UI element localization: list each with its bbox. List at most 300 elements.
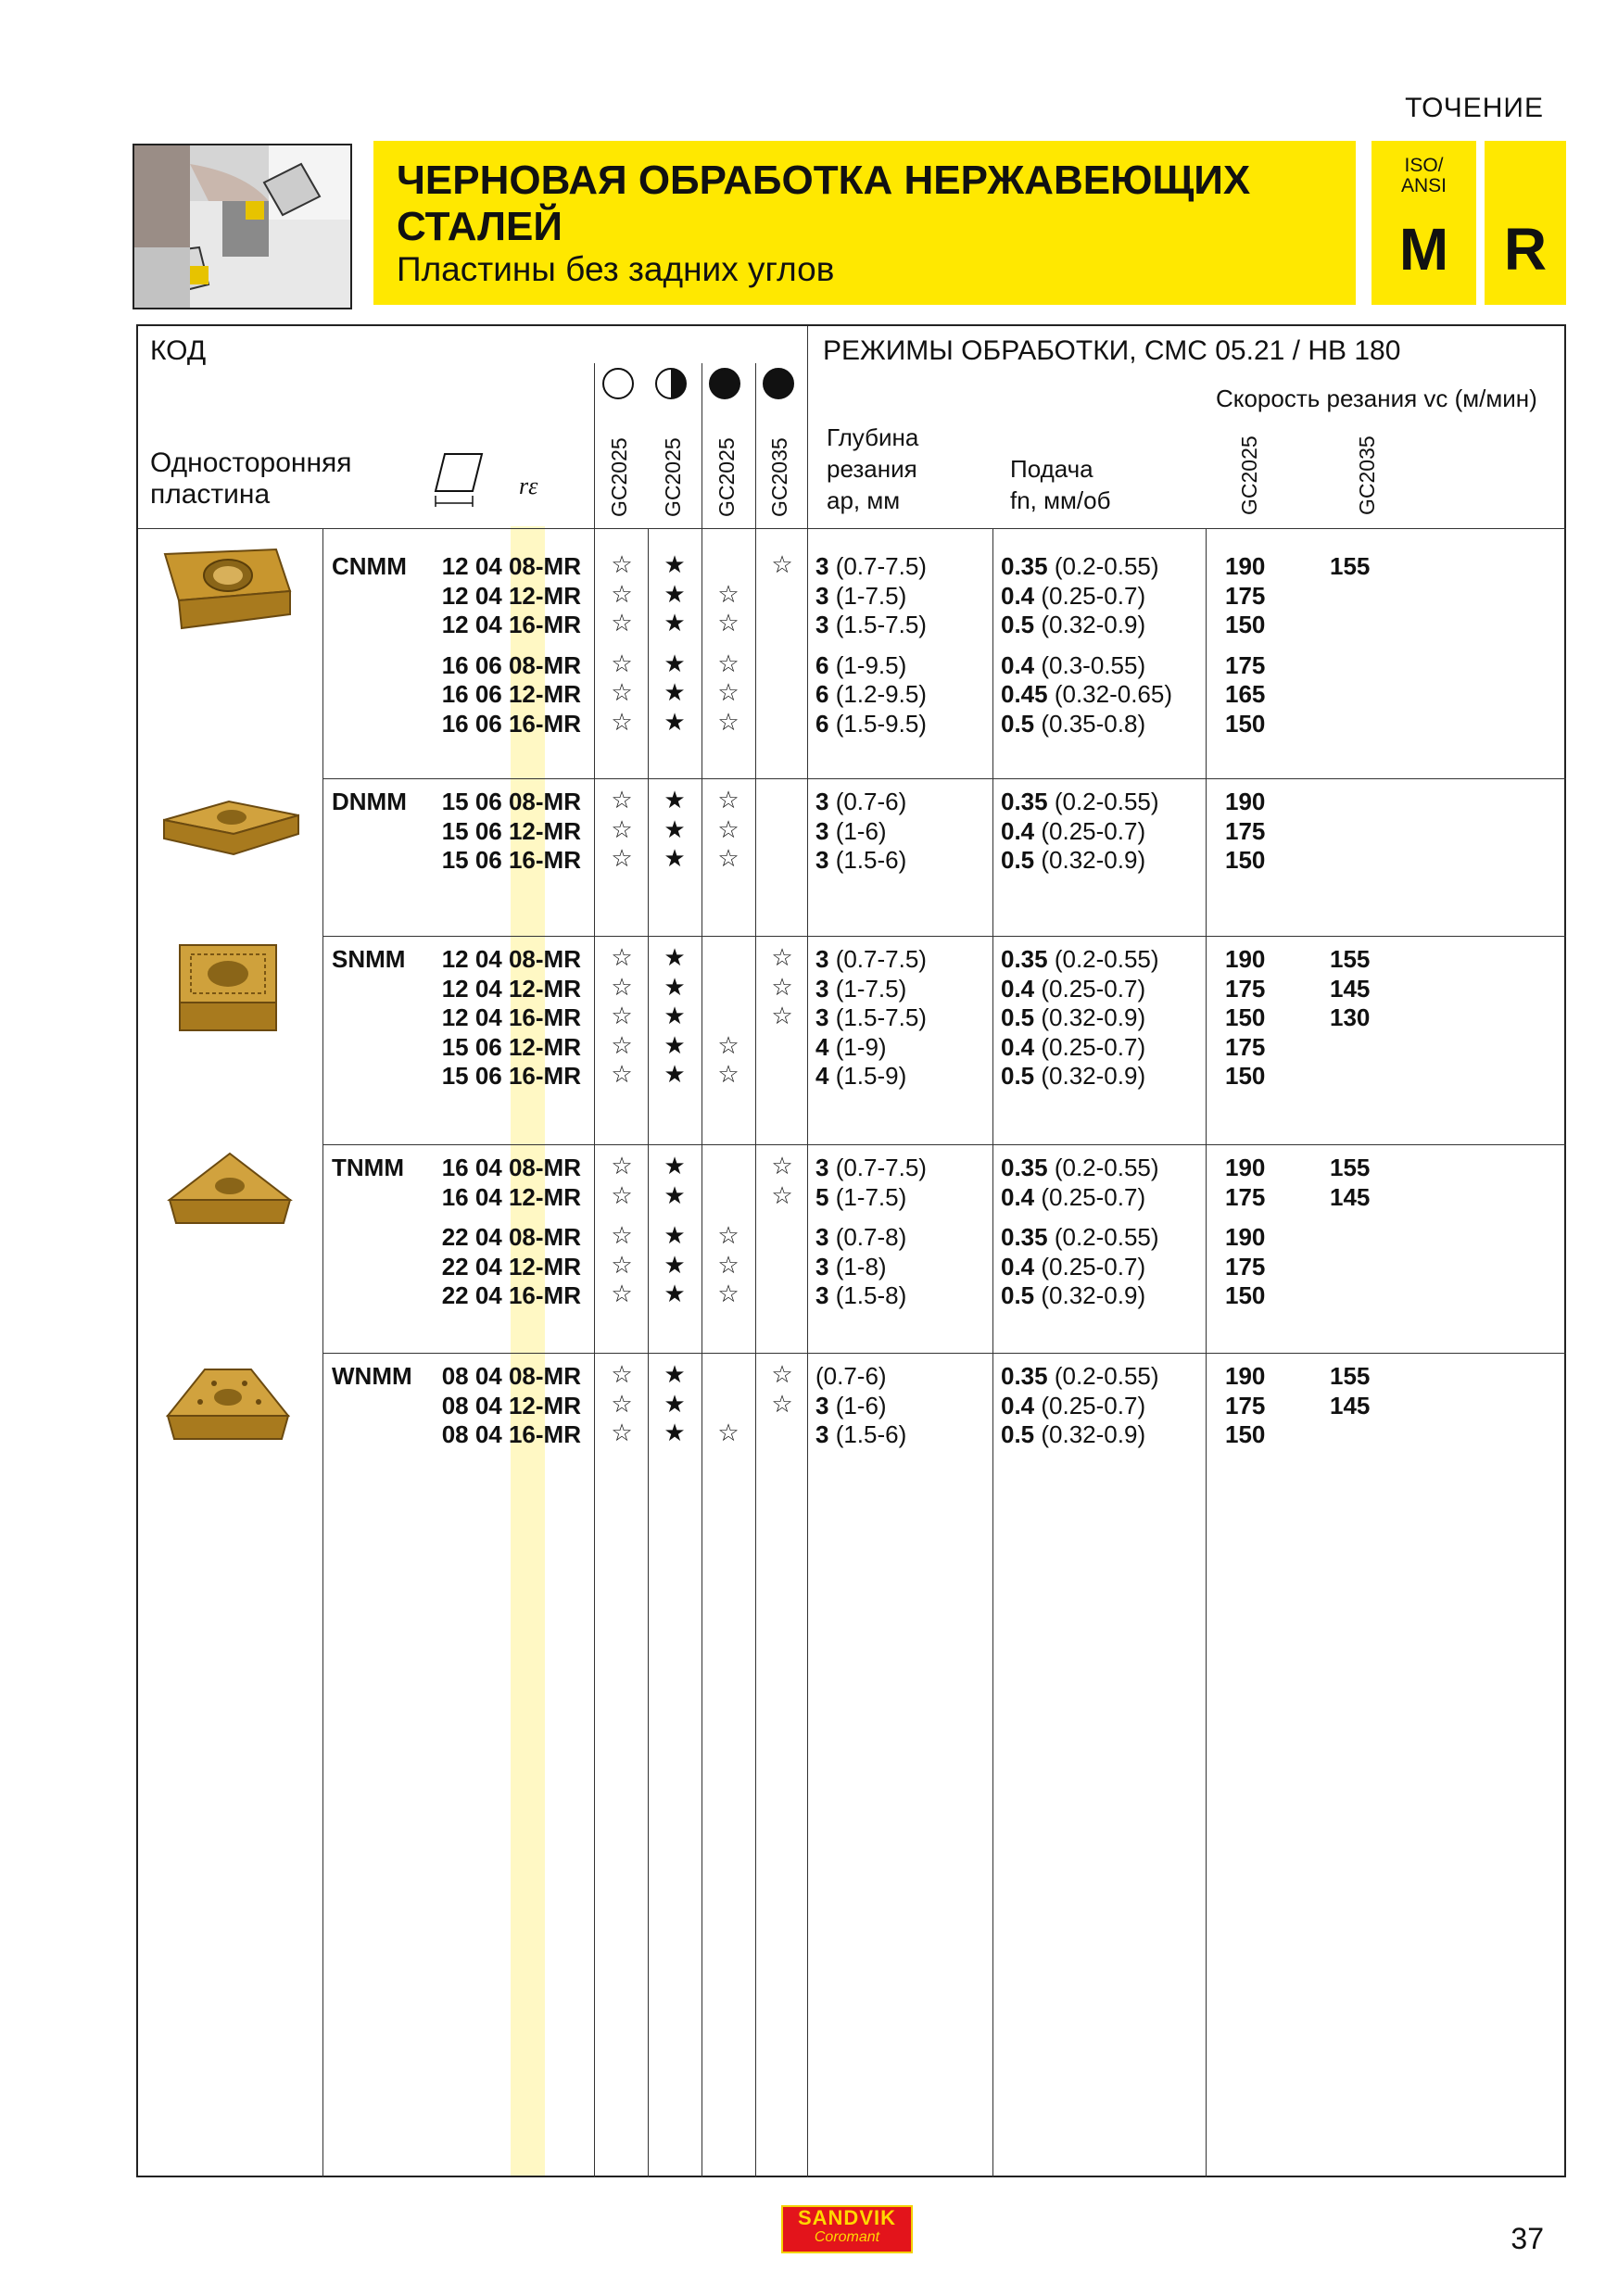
- feed-value: [1001, 552, 1159, 581]
- insert-code: 22 04 08-MR: [441, 1223, 581, 1251]
- alternative-star-icon: ☆: [717, 1060, 739, 1088]
- depth-main: 3: [815, 788, 829, 815]
- dnmm-insert-image: [159, 797, 303, 866]
- recommended-star-icon: ★: [664, 707, 686, 736]
- iso-label-line1: ISO/: [1404, 155, 1444, 176]
- insert-family: DNMM: [332, 788, 407, 815]
- feed-range: (0.25-0.7): [1034, 1182, 1146, 1211]
- feed-value: [1001, 1062, 1145, 1091]
- feed-range: (0.35-0.8): [1034, 709, 1146, 738]
- depth-range: (1.5-9.5): [828, 709, 927, 738]
- insert-code: 12 04 08-MR: [441, 552, 581, 580]
- insert-code: 12 04 12-MR: [441, 974, 581, 1003]
- speed-gc2035: 155: [1330, 552, 1371, 580]
- alternative-star-icon: ☆: [771, 1360, 793, 1388]
- depth-value: [815, 975, 906, 1003]
- depth-range: (1.5-7.5): [828, 611, 927, 638]
- speed-gc2025: 190: [1225, 788, 1266, 815]
- feed-main: 0.4: [1001, 1252, 1035, 1280]
- insert-code: 12 04 16-MR: [441, 611, 581, 638]
- depth-value: [815, 846, 906, 875]
- alternative-star-icon: ☆: [771, 943, 793, 971]
- alternative-star-icon: ☆: [717, 678, 739, 706]
- insert-code: 08 04 12-MR: [441, 1391, 581, 1419]
- feed-range: (0.2-0.55): [1047, 945, 1159, 973]
- insert-code: 12 04 16-MR: [441, 1003, 581, 1031]
- group-rule: [322, 778, 1566, 779]
- feed-range: (0.32-0.9): [1034, 611, 1146, 638]
- depth-main: 6: [815, 650, 829, 679]
- speed-gc2025: 190: [1225, 1362, 1266, 1390]
- alternative-star-icon: ☆: [611, 649, 633, 677]
- alternative-star-icon: ☆: [717, 1419, 739, 1446]
- depth-range: (0.7-8): [828, 1223, 907, 1251]
- feed-value: [1001, 817, 1145, 846]
- divider: [807, 326, 808, 2177]
- alternative-star-icon: ☆: [611, 1180, 633, 1209]
- depth-value: [815, 1183, 906, 1212]
- feed-main: 0.4: [1001, 816, 1035, 845]
- depth-line3: ap, мм: [827, 486, 901, 514]
- recommended-star-icon: ★: [664, 678, 686, 706]
- depth-main: 3: [815, 1281, 829, 1309]
- feed-value: [1001, 1223, 1159, 1252]
- feed-range: (0.3-0.55): [1034, 650, 1146, 679]
- feed-main: 0.4: [1001, 1032, 1035, 1061]
- alternative-star-icon: ☆: [611, 1060, 633, 1088]
- alternative-star-icon: ☆: [611, 1002, 633, 1029]
- alternative-star-icon: ☆: [611, 1221, 633, 1249]
- depth-line2: резания: [827, 455, 917, 483]
- divider: [755, 363, 756, 2177]
- speed-gc2025: 190: [1225, 945, 1266, 973]
- depth-main: 4: [815, 1032, 829, 1061]
- alternative-star-icon: ☆: [611, 1360, 633, 1388]
- feed-main: 0.4: [1001, 974, 1035, 1003]
- recommended-star-icon: ★: [664, 550, 686, 578]
- recommended-star-icon: ★: [664, 972, 686, 1001]
- insert-type-line1: Односторонняя: [150, 448, 352, 478]
- insert-family: TNMM: [332, 1154, 404, 1181]
- depth-range: (1.5-7.5): [828, 1003, 927, 1031]
- feed-range: (0.2-0.55): [1047, 1154, 1159, 1181]
- feed-value: [1001, 1362, 1159, 1391]
- feed-line1: Подача: [1010, 455, 1093, 483]
- depth-value: [815, 582, 906, 611]
- depth-range: (0.7-7.5): [828, 945, 927, 973]
- feed-line2: fn, мм/об: [1010, 486, 1111, 514]
- speed-gc2035: 145: [1330, 1391, 1371, 1419]
- depth-main: 4: [815, 1062, 829, 1090]
- feed-main: 0.4: [1001, 581, 1035, 610]
- depth-main: 3: [815, 1420, 829, 1448]
- feed-range: (0.2-0.55): [1047, 1362, 1159, 1390]
- wnmm-insert-image: [163, 1360, 293, 1457]
- depth-range: (1-9.5): [828, 650, 907, 679]
- insert-code: 15 06 12-MR: [441, 1032, 581, 1061]
- feed-range: (0.2-0.55): [1047, 552, 1159, 580]
- group-rule: [322, 1353, 1566, 1354]
- insert-type-header: [150, 448, 352, 511]
- feed-value: [1001, 1154, 1159, 1182]
- speed-gc2025: 175: [1225, 581, 1266, 610]
- speed-gc2025: 150: [1225, 1281, 1266, 1309]
- speed-gc2025: 150: [1225, 1062, 1266, 1090]
- speed-gc2035: 130: [1330, 1003, 1371, 1031]
- feed-main: 0.5: [1001, 1003, 1035, 1031]
- depth-main: 3: [815, 846, 829, 874]
- alternative-star-icon: ☆: [771, 1180, 793, 1209]
- insert-code: 22 04 12-MR: [441, 1252, 581, 1280]
- insert-code: 16 06 12-MR: [441, 680, 581, 708]
- recommended-star-icon: ★: [664, 579, 686, 608]
- alternative-star-icon: ☆: [611, 1030, 633, 1059]
- alternative-star-icon: ☆: [611, 844, 633, 872]
- recommended-star-icon: ★: [664, 1060, 686, 1088]
- group-rule: [322, 1144, 1566, 1145]
- tnmm-insert-image: [165, 1149, 295, 1246]
- feed-range: (0.32-0.9): [1034, 1420, 1146, 1448]
- feed-range: (0.32-0.9): [1034, 1281, 1146, 1309]
- alternative-star-icon: ☆: [717, 1221, 739, 1249]
- iso-label-line2: ANSI: [1400, 175, 1447, 196]
- feed-main: 0.5: [1001, 611, 1035, 638]
- feed-range: (0.25-0.7): [1034, 974, 1146, 1003]
- alternative-star-icon: ☆: [611, 1280, 633, 1307]
- feed-value: [1001, 1033, 1145, 1062]
- alternative-star-icon: ☆: [611, 786, 633, 814]
- alternative-star-icon: ☆: [611, 972, 633, 1001]
- alternative-star-icon: ☆: [717, 1250, 739, 1279]
- feed-range: (0.25-0.7): [1034, 1252, 1146, 1280]
- iso-box: [1372, 141, 1476, 305]
- depth-range: (1.5-6): [828, 1420, 907, 1448]
- recommended-star-icon: ★: [664, 1250, 686, 1279]
- feed-range: (0.32-0.65): [1047, 680, 1173, 708]
- speed-gc2025: 175: [1225, 1182, 1266, 1211]
- speed-gc2025: 150: [1225, 709, 1266, 738]
- insert-family: SNMM: [332, 945, 406, 973]
- feed-range: (0.32-0.9): [1034, 1003, 1146, 1031]
- recommended-star-icon: ★: [664, 1152, 686, 1180]
- iso-label: [1372, 156, 1476, 196]
- depth-value: [815, 710, 927, 738]
- cutting-modes-header: РЕЖИМЫ ОБРАБОТКИ, СМС 05.21 / НВ 180: [823, 335, 1401, 366]
- depth-range: (1-6): [828, 1391, 887, 1419]
- speed-gc2025: 150: [1225, 1003, 1266, 1031]
- operation-letter: R: [1503, 216, 1548, 283]
- alternative-star-icon: ☆: [717, 579, 739, 608]
- alternative-star-icon: ☆: [771, 1389, 793, 1418]
- feed-value: [1001, 582, 1145, 611]
- depth-value: [815, 945, 927, 974]
- depth-value: [815, 1420, 906, 1449]
- insert-code: 12 04 12-MR: [441, 581, 581, 610]
- depth-main: 3: [815, 974, 829, 1003]
- feed-main: 0.5: [1001, 846, 1035, 874]
- alternative-star-icon: ☆: [717, 814, 739, 843]
- alternative-star-icon: ☆: [611, 943, 633, 971]
- feed-main: 0.4: [1001, 1182, 1035, 1211]
- insert-family: CNMM: [332, 552, 407, 580]
- insert-code: 08 04 16-MR: [441, 1420, 581, 1448]
- alternative-star-icon: ☆: [717, 649, 739, 677]
- speed-gc2025: 175: [1225, 1391, 1266, 1419]
- speed-gc2025: 175: [1225, 1252, 1266, 1280]
- depth-main: 3: [815, 1391, 829, 1419]
- depth-main: 3: [815, 1154, 829, 1181]
- feed-main: 0.35: [1001, 1223, 1048, 1251]
- speed-gc2025: 190: [1225, 1154, 1266, 1181]
- feed-main: 0.35: [1001, 1154, 1048, 1181]
- depth-value: [815, 1223, 906, 1252]
- snmm-insert-image: [172, 938, 284, 1044]
- title-box: [373, 141, 1356, 305]
- alternative-star-icon: ☆: [717, 786, 739, 814]
- speed-gc2035: 145: [1330, 1182, 1371, 1211]
- header-rule: [138, 528, 1566, 529]
- insert-shape-icon: [434, 449, 489, 519]
- logo-brand: SANDVIK: [797, 2206, 896, 2229]
- feed-value: [1001, 710, 1145, 738]
- depth-main: 6: [815, 680, 829, 708]
- grade-label: GC2035: [767, 437, 791, 517]
- depth-main: 3: [815, 552, 829, 580]
- feed-range: (0.32-0.9): [1034, 846, 1146, 874]
- feed-value: [1001, 651, 1145, 680]
- page-number: 37: [1511, 2222, 1544, 2255]
- filled-circle-icon: [763, 368, 794, 399]
- insert-code: 15 06 12-MR: [441, 816, 581, 845]
- depth-main: 3: [815, 816, 829, 845]
- depth-main: 3: [815, 611, 829, 638]
- feed-value: [1001, 611, 1145, 639]
- grade-label: GC2025: [714, 437, 739, 517]
- recommended-star-icon: ★: [664, 1360, 686, 1388]
- alternative-star-icon: ☆: [717, 1280, 739, 1307]
- logo-sub: Coromant: [814, 2229, 880, 2245]
- depth-value: [815, 1062, 906, 1091]
- filled-circle-icon: [709, 368, 740, 399]
- alternative-star-icon: ☆: [611, 1250, 633, 1279]
- alternative-star-icon: ☆: [771, 550, 793, 578]
- sandvik-logo: [781, 2205, 913, 2253]
- speed-grade-label: GC2035: [1355, 435, 1379, 515]
- insert-code: 16 04 08-MR: [441, 1154, 581, 1181]
- speed-gc2025: 175: [1225, 650, 1266, 679]
- depth-line1: Глубина: [827, 423, 919, 451]
- alternative-star-icon: ☆: [771, 1002, 793, 1029]
- depth-range: (1-7.5): [828, 1182, 907, 1211]
- insert-type-line2: пластина: [150, 479, 271, 510]
- recommended-star-icon: ★: [664, 1419, 686, 1446]
- cutting-speed-header: Скорость резания vc (м/мин): [1216, 385, 1537, 412]
- depth-main: 3: [815, 581, 829, 610]
- feed-value: [1001, 1392, 1145, 1420]
- insert-code: 15 06 16-MR: [441, 1062, 581, 1090]
- depth-range: (1.5-9): [828, 1062, 907, 1090]
- depth-main: 3: [815, 1252, 829, 1280]
- insert-code: 22 04 16-MR: [441, 1281, 581, 1309]
- feed-main: 0.4: [1001, 650, 1035, 679]
- depth-range: (1-9): [828, 1032, 887, 1061]
- depth-value: [815, 651, 906, 680]
- depth-range: (0.7-7.5): [828, 1154, 927, 1181]
- recommended-star-icon: ★: [664, 1221, 686, 1249]
- empty-circle-icon: [602, 368, 634, 399]
- alternative-star-icon: ☆: [611, 678, 633, 706]
- insert-family: WNMM: [332, 1362, 412, 1390]
- depth-header: [827, 422, 918, 516]
- depth-main: 3: [815, 1003, 829, 1031]
- section-label: ТОЧЕНИЕ: [1405, 93, 1544, 123]
- insert-code: 16 06 08-MR: [441, 650, 581, 679]
- depth-main: 6: [815, 709, 829, 738]
- grade-label: GC2025: [607, 437, 631, 517]
- alternative-star-icon: ☆: [717, 844, 739, 872]
- depth-value: [815, 1253, 887, 1281]
- depth-range: (1-6): [828, 816, 887, 845]
- depth-main: 3: [815, 1223, 829, 1251]
- depth-range: (0.7-6): [815, 1362, 887, 1390]
- depth-range: (1.5-8): [828, 1281, 907, 1309]
- alternative-star-icon: ☆: [611, 1419, 633, 1446]
- feed-range: (0.32-0.9): [1034, 1062, 1146, 1090]
- feed-value: [1001, 1420, 1145, 1449]
- depth-range: (0.7-7.5): [828, 552, 927, 580]
- feed-value: [1001, 945, 1159, 974]
- speed-gc2025: 150: [1225, 1420, 1266, 1448]
- speed-gc2025: 175: [1225, 816, 1266, 845]
- feed-main: 0.35: [1001, 945, 1048, 973]
- feed-range: (0.25-0.7): [1034, 581, 1146, 610]
- feed-main: 0.35: [1001, 1362, 1048, 1390]
- feed-main: 0.45: [1001, 680, 1048, 708]
- speed-gc2025: 150: [1225, 846, 1266, 874]
- recommended-star-icon: ★: [664, 844, 686, 872]
- depth-value: [815, 552, 927, 581]
- depth-main: 5: [815, 1182, 829, 1211]
- insert-code: 16 04 12-MR: [441, 1182, 581, 1211]
- feed-main: 0.5: [1001, 1062, 1035, 1090]
- page-subtitle: Пластины без задних углов: [397, 250, 835, 288]
- depth-range: (0.7-6): [828, 788, 907, 815]
- insert-code: 08 04 08-MR: [441, 1362, 581, 1390]
- feed-range: (0.25-0.7): [1034, 816, 1146, 845]
- depth-value: [815, 1003, 927, 1032]
- depth-main: 3: [815, 945, 829, 973]
- depth-value: [815, 1033, 887, 1062]
- depth-value: [815, 1154, 927, 1182]
- grade-label: GC2025: [661, 437, 685, 517]
- feed-main: 0.35: [1001, 552, 1048, 580]
- depth-value: [815, 1362, 887, 1391]
- feed-main: 0.35: [1001, 788, 1048, 815]
- recommended-star-icon: ★: [664, 943, 686, 971]
- feed-range: (0.25-0.7): [1034, 1391, 1146, 1419]
- feed-range: (0.2-0.55): [1047, 1223, 1159, 1251]
- turning-illustration: [133, 144, 352, 309]
- depth-range: (1-7.5): [828, 581, 907, 610]
- feed-main: 0.5: [1001, 709, 1035, 738]
- feed-value: [1001, 1281, 1145, 1310]
- alternative-star-icon: ☆: [717, 609, 739, 637]
- feed-range: (0.25-0.7): [1034, 1032, 1146, 1061]
- feed-range: (0.2-0.55): [1047, 788, 1159, 815]
- recommended-star-icon: ★: [664, 814, 686, 843]
- depth-value: [815, 788, 906, 816]
- feed-header: [1010, 453, 1110, 516]
- alternative-star-icon: ☆: [771, 972, 793, 1001]
- alternative-star-icon: ☆: [717, 707, 739, 736]
- alternative-star-icon: ☆: [611, 550, 633, 578]
- r-box: [1485, 141, 1566, 305]
- speed-gc2035: 155: [1330, 1362, 1371, 1390]
- alternative-star-icon: ☆: [611, 579, 633, 608]
- group-rule: [322, 936, 1566, 937]
- insert-code: 12 04 08-MR: [441, 945, 581, 973]
- feed-value: [1001, 680, 1172, 709]
- recommended-star-icon: ★: [664, 649, 686, 677]
- feed-main: 0.4: [1001, 1391, 1035, 1419]
- depth-value: [815, 1392, 887, 1420]
- speed-gc2035: 155: [1330, 945, 1371, 973]
- iso-material-letter: M: [1398, 216, 1449, 283]
- feed-main: 0.5: [1001, 1420, 1035, 1448]
- feed-value: [1001, 1183, 1145, 1212]
- alternative-star-icon: ☆: [611, 1152, 633, 1180]
- cnmm-insert-image: [156, 545, 295, 642]
- depth-range: (1-7.5): [828, 974, 907, 1003]
- alternative-star-icon: ☆: [611, 1389, 633, 1418]
- insert-code: 15 06 16-MR: [441, 846, 581, 874]
- recommended-star-icon: ★: [664, 1030, 686, 1059]
- code-header: КОД: [150, 335, 207, 366]
- alternative-star-icon: ☆: [611, 609, 633, 637]
- depth-value: [815, 1281, 906, 1310]
- insert-code: 16 06 16-MR: [441, 709, 581, 738]
- depth-range: (1.2-9.5): [828, 680, 927, 708]
- recommended-star-icon: ★: [664, 1180, 686, 1209]
- alternative-star-icon: ☆: [771, 1152, 793, 1180]
- half-circle-icon: [655, 368, 687, 399]
- alternative-star-icon: ☆: [611, 814, 633, 843]
- speed-gc2025: 190: [1225, 1223, 1266, 1251]
- depth-range: (1.5-6): [828, 846, 907, 874]
- speed-gc2025: 175: [1225, 974, 1266, 1003]
- alternative-star-icon: ☆: [717, 1030, 739, 1059]
- speed-gc2025: 190: [1225, 552, 1266, 580]
- r-eps-label: rε: [519, 473, 538, 499]
- speed-gc2035: 155: [1330, 1154, 1371, 1181]
- speed-gc2025: 150: [1225, 611, 1266, 638]
- recommended-star-icon: ★: [664, 1389, 686, 1418]
- insert-code: 15 06 08-MR: [441, 788, 581, 815]
- speed-gc2035: 145: [1330, 974, 1371, 1003]
- depth-value: [815, 611, 927, 639]
- recommended-star-icon: ★: [664, 1002, 686, 1029]
- alternative-star-icon: ☆: [611, 707, 633, 736]
- speed-grade-label: GC2025: [1237, 435, 1261, 515]
- depth-value: [815, 817, 887, 846]
- feed-value: [1001, 788, 1159, 816]
- depth-range: (1-8): [828, 1252, 887, 1280]
- divider: [594, 363, 595, 2177]
- depth-value: [815, 680, 927, 709]
- speed-gc2025: 175: [1225, 1032, 1266, 1061]
- recommended-star-icon: ★: [664, 609, 686, 637]
- feed-value: [1001, 975, 1145, 1003]
